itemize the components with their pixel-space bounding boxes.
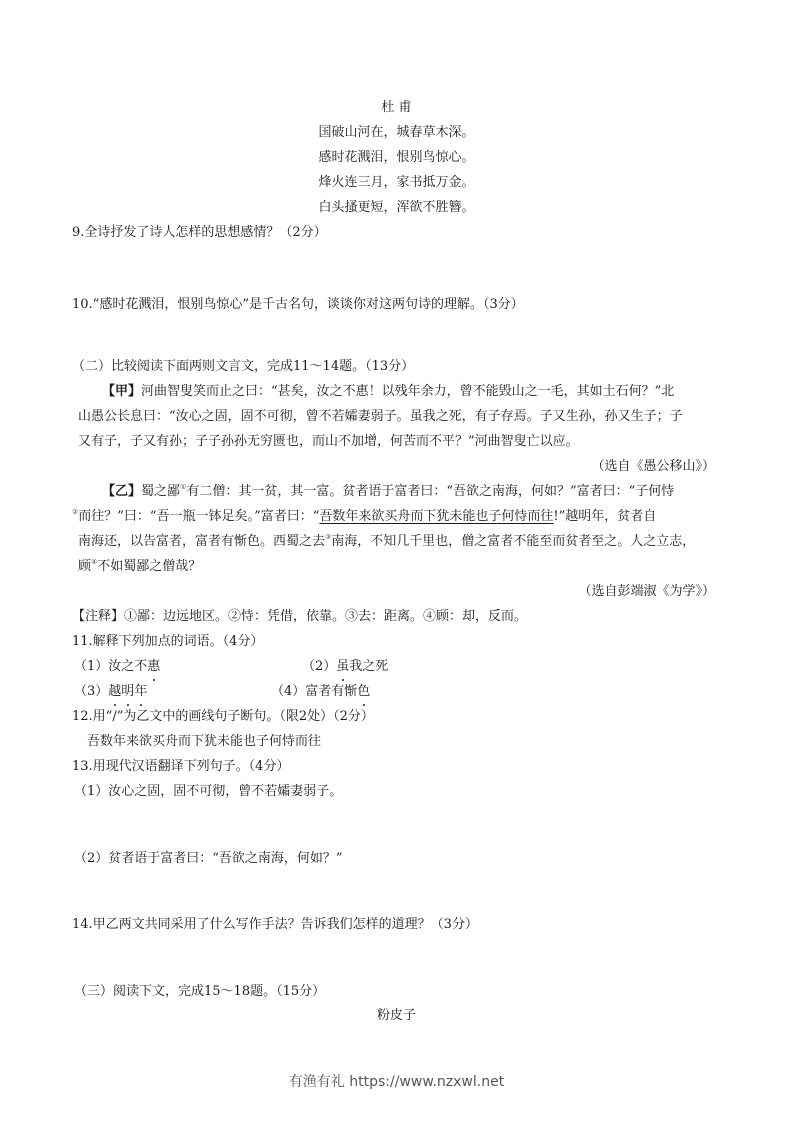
yi-line-1: 【乙】蜀之鄙①有二僧：其一贫，其一富。贫者语于富者曰：“吾欲之南海，何如？”富者曰：“子何恃 — [102, 483, 675, 499]
dotted-word: 色 — [357, 684, 371, 699]
question-9: 9.全诗抒发了诗人怎样的思想感情？（2分） — [72, 225, 327, 240]
yi-line-4: 顾④不如蜀鄙之僧哉？ — [78, 558, 202, 574]
q11-item-2: （2）虽我之死 — [302, 659, 389, 674]
q12-sentence: 吾数年来欲买舟而下犹未能也子何恃而往 — [87, 734, 322, 749]
poem-line-1: 国破山河在，城春草木深。 — [318, 125, 475, 140]
question-13: 13.用现代汉语翻译下列句子。（4分） — [72, 759, 290, 774]
poem-author: 杜 甫 — [381, 100, 412, 115]
q11-item-4: （4）富者有惭色 — [271, 684, 371, 699]
question-11: 11.解释下列加点的词语。（4分） — [72, 634, 264, 649]
notes: 【注释】①鄙：边远地区。②恃：凭借，依靠。③去：距离。④顾：却，反而。 — [72, 609, 528, 624]
section-3-heading: （三）阅读下文，完成15～18题。（15分） — [74, 984, 326, 999]
question-10: 10.“感时花溅泪，恨别鸟惊心”是千古名句，谈谈你对这两句诗的理解。（3分） — [72, 297, 524, 312]
q11-item-1: （1）汝之不惠 — [74, 659, 161, 674]
poem-line-2: 感时花溅泪，恨别鸟惊心。 — [318, 150, 475, 165]
q13-item-1: （1）汝心之固，固不可彻，曾不若孀妻弱子。 — [74, 784, 343, 799]
section-3-title: 粉皮子 — [376, 1008, 416, 1023]
section-2-heading: （二）比较阅读下面两则文言文，完成11～14题。（13分） — [72, 359, 415, 374]
poem-line-3: 烽火连三月，家书抵万金。 — [318, 175, 475, 190]
dotted-word: 惠 — [147, 659, 161, 674]
note-mark-4: ④ — [91, 558, 98, 566]
poem-line-4: 白头搔更短，浑欲不胜簪。 — [318, 200, 475, 215]
dotted-char: 越 — [108, 684, 122, 699]
jia-source: （选自《愚公移山》） — [591, 459, 715, 474]
dotted-char: 明 — [121, 684, 135, 699]
jia-tag: 【甲】 — [102, 384, 142, 399]
note-mark-2: ② — [72, 508, 79, 516]
watermark-footer: 有渔有礼 https://www.nzxwl.net — [288, 1074, 505, 1090]
jia-line-3: 又有子，子又有孙；子子孙孙无穷匮也，而山不加增，何苦而不平？”河曲智叟亡以应。 — [78, 434, 579, 449]
jia-line-1: 【甲】河曲智叟笑而止之曰：“甚矣，汝之不惠！以残年余力，曾不能毁山之一毛，其如土石何？”北 — [102, 384, 675, 399]
jia-line-2: 山愚公长息曰：“汝心之固，固不可彻，曾不若孀妻弱子。虽我之死，有子存焉。子又生孙，孙又生子；子 — [78, 409, 683, 424]
dotted-char: 年 — [134, 684, 148, 699]
q13-item-2: （2）贫者语于富者曰：“吾欲之南海，何如？” — [74, 851, 343, 866]
yi-line-2: ②而往？”曰：“吾一瓶一钵足矣。”富者曰：“吾数年来欲买舟而下犹未能也子何恃而往!”越明年，贫者自 — [72, 508, 657, 524]
question-14: 14.甲乙两文共同采用了什么写作手法？告诉我们怎样的道理？（3分） — [72, 917, 478, 932]
q11-item-3: （3）越明年 — [74, 684, 148, 699]
question-12: 12.用“/”为乙文中的画线句子断句。（限2处）（2分） — [72, 709, 374, 724]
yi-line-3: 南海还，以告富者，富者有惭色。西蜀之去③南海，不知几千里也，僧之富者不能至而贫者至之。人之立志， — [78, 533, 696, 549]
note-mark-3: ③ — [325, 533, 332, 541]
dotted-word: 虽 — [336, 659, 350, 674]
note-mark-1: ① — [180, 483, 187, 491]
yi-source: （选自彭端淑《为学》） — [578, 584, 715, 599]
underlined-sentence: 吾数年来欲买舟而下犹未能也子何恃而往 — [319, 509, 554, 524]
yi-tag: 【乙】 — [102, 484, 142, 499]
